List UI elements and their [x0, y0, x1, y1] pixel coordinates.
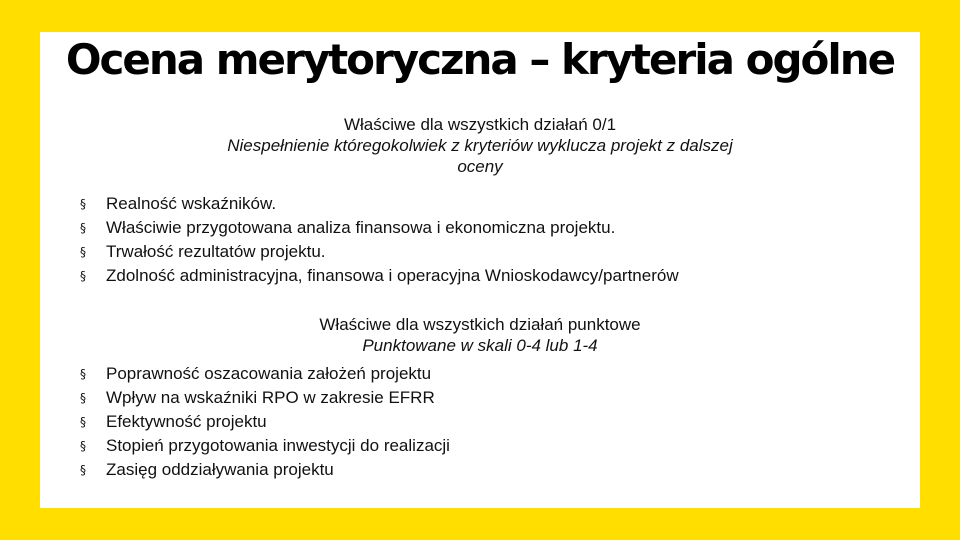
- list-item-text: Wpływ na wskaźniki RPO w zakresie EFRR: [106, 388, 435, 407]
- slide-canvas: [40, 32, 920, 508]
- list-item-text: Efektywność projektu: [106, 412, 267, 431]
- section2-subheading: Punktowane w skali 0-4 lub 1-4: [362, 336, 598, 355]
- section1-subheading-line1: Niespełnienie któregokolwiek z kryteriów wyklucza projekt z dalszej: [227, 136, 733, 155]
- section1-subheading-line2: oceny: [457, 157, 503, 176]
- list-item: [80, 240, 679, 264]
- section2-list: [80, 362, 450, 482]
- list-item: [80, 458, 450, 482]
- list-item-text: Zdolność administracyjna, finansowa i operacyjna Wnioskodawcy/partnerów: [106, 266, 679, 285]
- list-item-text: Realność wskaźników.: [106, 194, 277, 213]
- list-item-text: Stopień przygotowania inwestycji do realizacji: [106, 436, 450, 455]
- list-item-text: Trwałość rezultatów projektu.: [106, 242, 326, 261]
- list-item: [80, 386, 450, 410]
- bullet-icon: §: [80, 439, 86, 453]
- bullet-icon: §: [80, 269, 86, 283]
- list-item-text: Właściwie przygotowana analiza finansowa i ekonomiczna projektu.: [106, 218, 616, 237]
- list-item: [80, 410, 450, 434]
- list-item: [80, 434, 450, 458]
- list-item-text: Zasięg oddziaływania projektu: [106, 460, 334, 479]
- list-item: [80, 192, 679, 216]
- bullet-icon: §: [80, 415, 86, 429]
- list-item: [80, 362, 450, 386]
- list-item-text: Poprawność oszacowania założeń projektu: [106, 364, 432, 383]
- section2-heading: Właściwe dla wszystkich działań punktowe: [319, 315, 641, 334]
- section1-header: [180, 114, 780, 177]
- slide-title: Ocena merytoryczna – kryteria ogólne: [65, 35, 895, 84]
- section1-heading: Właściwe dla wszystkich działań 0/1: [343, 115, 617, 134]
- bullet-icon: §: [80, 245, 86, 259]
- bullet-icon: §: [80, 367, 86, 381]
- section2-header: [220, 314, 740, 356]
- bullet-icon: §: [80, 221, 86, 235]
- bullet-icon: §: [80, 463, 86, 477]
- bullet-icon: §: [80, 197, 86, 211]
- list-item: [80, 216, 679, 240]
- section1-list: [80, 192, 679, 288]
- bullet-icon: §: [80, 391, 86, 405]
- list-item: [80, 264, 679, 288]
